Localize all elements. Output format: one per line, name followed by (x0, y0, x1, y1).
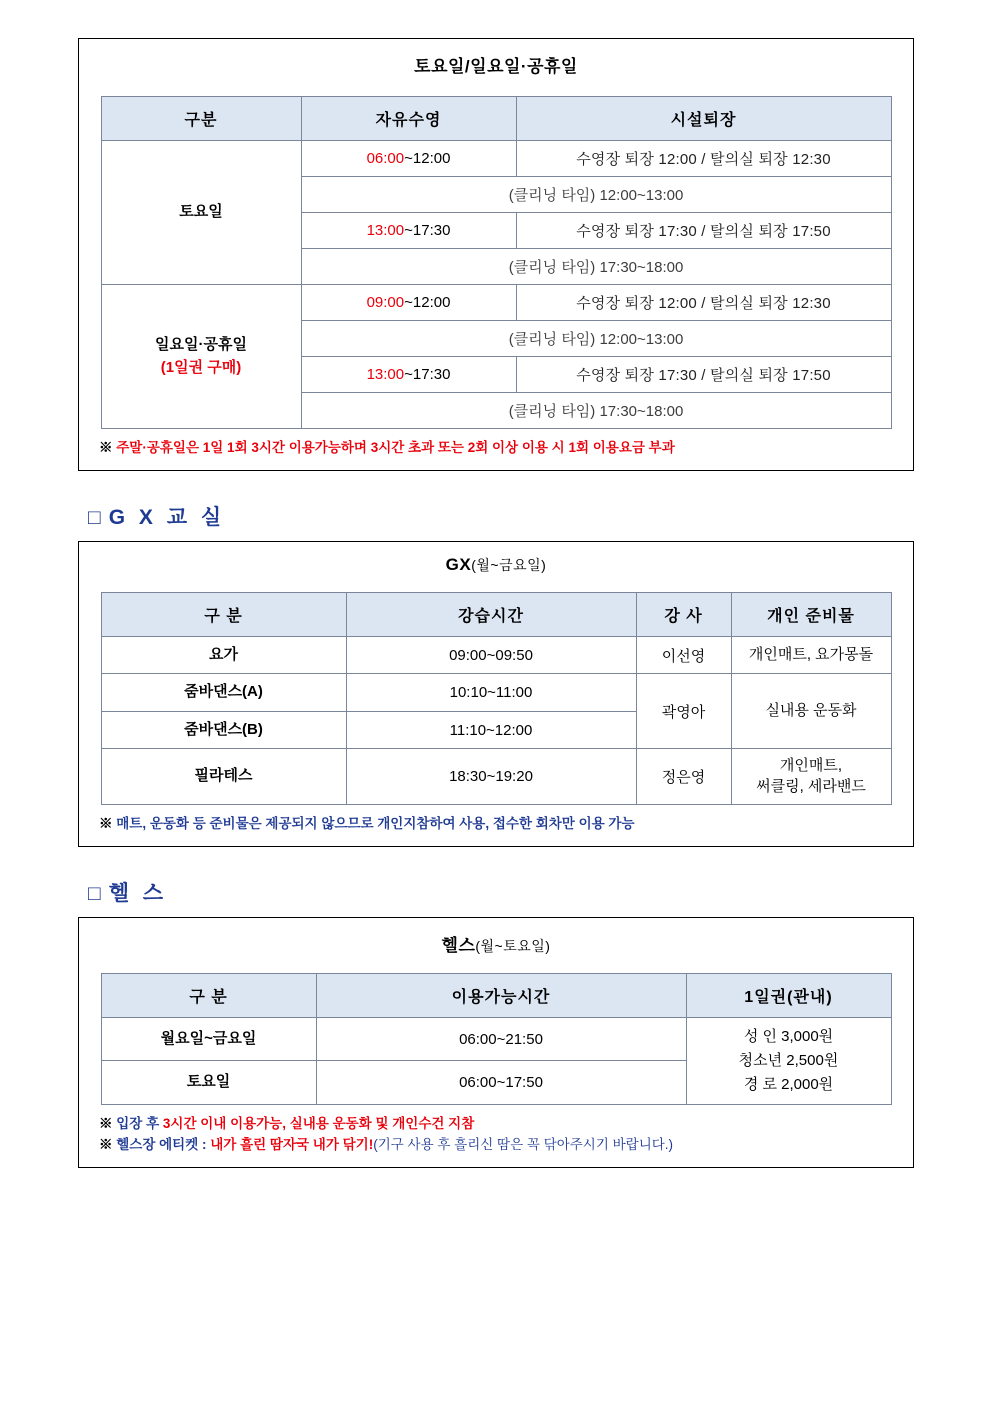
table-header-row (101, 973, 891, 1017)
personal-items: 실내용 운동화 (731, 674, 891, 749)
personal-items: 개인매트, 써클링, 세라밴드 (731, 749, 891, 805)
class-time: 11:10~12:00 (346, 711, 636, 749)
gx-schedule-box (78, 541, 914, 847)
instructor: 이선영 (636, 636, 731, 674)
gx-notes (79, 805, 913, 846)
section-heading-gym: □ 헬 스 (88, 881, 168, 905)
weekend-title: 토요일/일요일·공휴일 (414, 57, 578, 76)
checkbox-icon: □ (88, 881, 101, 905)
col-header-day-pass: 1일권(관내) (686, 973, 891, 1017)
col-header-available-time: 이용가능시간 (316, 973, 686, 1017)
note-item: ※ 헬스장 에티켓 : 내가 흘린 땀자국 내가 닦기!(기구 사용 후 흘리신 땀은 꼭 닦아주시기 바랍니다.) (99, 1136, 674, 1152)
swim-time: 06:00~12:00 (301, 141, 516, 177)
cleaning-time: (클리닝 타임) 12:00~13:00 (301, 177, 891, 213)
note-item: ※ 입장 후 3시간 이내 이용가능, 실내용 운동화 및 개인수건 지참 (99, 1115, 475, 1131)
table-row (101, 141, 891, 177)
table-row (101, 1017, 891, 1061)
weekend-schedule-table (101, 96, 892, 429)
instructor: 곽영아 (636, 674, 731, 749)
note-item: ※ 매트, 운동화 등 준비물은 제공되지 않으므로 개인지참하여 사용, 접수한 회차만 이용 가능 (99, 815, 635, 831)
section-heading-gx: □ G X 교 실 (88, 505, 226, 529)
day-pass-prices: 성 인 3,000원 청소년 2,500원 경 로 2,000원 (686, 1017, 891, 1104)
swim-time: 13:00~17:30 (301, 213, 516, 249)
row-label-saturday: 토요일 (101, 141, 301, 285)
col-header-instructor: 강 사 (636, 592, 731, 636)
gym-notes (79, 1105, 913, 1167)
col-header-personal-items: 개인 준비물 (731, 592, 891, 636)
gym-schedule-table (101, 973, 892, 1105)
gym-schedule-box (78, 917, 914, 1168)
swim-time: 13:00~17:30 (301, 357, 516, 393)
note-text: 매트, 운동화 등 준비물은 제공되지 않으므로 개인지참하여 사용, 접수한 회차만 이용 가능 (116, 815, 635, 831)
gx-title: GX(월~금요일) (445, 554, 547, 574)
cleaning-time: (클리닝 타임) 17:30~18:00 (301, 249, 891, 285)
cleaning-time: (클리닝 타임) 12:00~13:00 (301, 321, 891, 357)
available-time: 06:00~17:50 (316, 1061, 686, 1105)
col-header-category: 구 분 (101, 973, 316, 1017)
exit-info: 수영장 퇴장 12:00 / 탈의실 퇴장 12:30 (516, 285, 891, 321)
class-name: 필라테스 (101, 749, 346, 805)
exit-info: 수영장 퇴장 17:30 / 탈의실 퇴장 17:50 (516, 357, 891, 393)
col-header-free-swim: 자유수영 (301, 97, 516, 141)
row-label-sunday-holiday: 일요일·공휴일 (1일권 구매) (101, 285, 301, 429)
personal-items: 개인매트, 요가몽돌 (731, 636, 891, 674)
class-time: 18:30~19:20 (346, 749, 636, 805)
exit-info: 수영장 퇴장 17:30 / 탈의실 퇴장 17:50 (516, 213, 891, 249)
class-time: 10:10~11:00 (346, 674, 636, 712)
col-header-category: 구 분 (101, 592, 346, 636)
weekend-notes (79, 429, 913, 470)
checkbox-icon: □ (88, 505, 101, 529)
note-item: ※ 주말·공휴일은 1일 1회 3시간 이용가능하며 3시간 초과 또는 2회 이상 이용 시 1회 이용요금 부과 (99, 440, 675, 455)
table-header-row (101, 97, 891, 141)
swim-time: 09:00~12:00 (301, 285, 516, 321)
class-name: 줌바댄스(A) (101, 674, 346, 712)
table-row (101, 674, 891, 712)
day-range: 토요일 (101, 1061, 316, 1105)
table-row (101, 636, 891, 674)
weekend-schedule-box (78, 38, 914, 471)
col-header-category: 구분 (101, 97, 301, 141)
instructor: 정은영 (636, 749, 731, 805)
table-header-row (101, 592, 891, 636)
col-header-class-time: 강습시간 (346, 592, 636, 636)
class-name: 요가 (101, 636, 346, 674)
table-row (101, 285, 891, 321)
available-time: 06:00~21:50 (316, 1017, 686, 1061)
day-range: 월요일~금요일 (101, 1017, 316, 1061)
class-name: 줌바댄스(B) (101, 711, 346, 749)
cleaning-time: (클리닝 타임) 17:30~18:00 (301, 393, 891, 429)
table-row (101, 749, 891, 805)
exit-info: 수영장 퇴장 12:00 / 탈의실 퇴장 12:30 (516, 141, 891, 177)
col-header-exit: 시설퇴장 (516, 97, 891, 141)
gx-schedule-table (101, 592, 892, 805)
gym-title: 헬스(월~토요일) (441, 935, 551, 955)
class-time: 09:00~09:50 (346, 636, 636, 674)
note-text: 주말·공휴일은 1일 1회 3시간 이용가능하며 3시간 초과 또는 2회 이상 이용 시 1회 이용요금 부과 (116, 440, 675, 455)
